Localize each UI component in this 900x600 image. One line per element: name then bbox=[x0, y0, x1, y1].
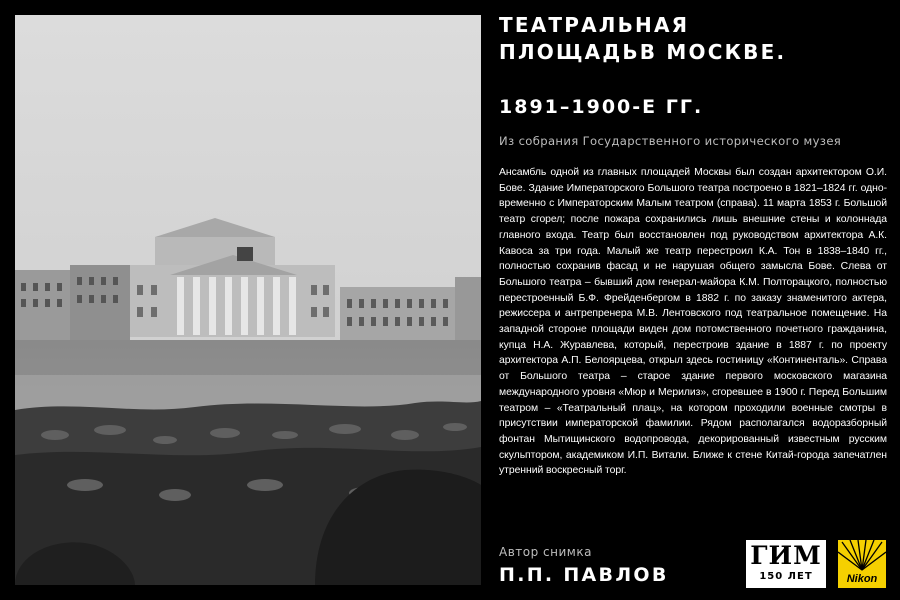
author-label: Автор снимка bbox=[499, 545, 592, 559]
date-range: 1891–1900-Е ГГ. bbox=[499, 96, 704, 118]
info-panel bbox=[499, 0, 887, 600]
collection-subtitle: Из собрания Государственного исторического музея bbox=[499, 134, 842, 148]
historical-photo bbox=[15, 15, 481, 585]
title-line-1: ТЕАТРАЛЬНАЯ bbox=[499, 13, 690, 37]
gim-logo bbox=[746, 540, 826, 588]
title-line-2: ПЛОЩАДЬВ МОСКВЕ. bbox=[499, 40, 787, 64]
gim-logo-subtext: 150 ЛЕТ bbox=[759, 571, 813, 582]
description-text: Ансамбль одной из главных площадей Москвы был создан архитектором О.И. Бове. Здание Императорского Большого театра построено в 1821–1824 гг. одно-временно с Императорским Малым театром (справа). 11 марта 1853 г. Большой театр сгорел; после пожара сохранились лишь внешние стены и колоннада главного входа. Театр был восстановлен под руководством архитектора А.К. Кавоса за три года. Малый же театр перестроил К.А. Тон в 1838–1840 гг., полностью сохранив фасад и не нарушая общего замысла Бове. Слева от Большого театра – бывший дом генерал-майора К.М. Полторацкого, полностью перестроенный Б.Ф. Фрейденбергом в 1882 г. по заказу знаменитого актера, режиссера и антрепренера М.В. Лентовского под театральное помещение. На западной стороне площади виден дом потомственного почетного гражданина, купца Н.А. Журавлева, который, перестроив здание в 1887 г. по проекту архитектора А.П. Белоярцева, открыл здесь гостиницу «Континенталь». Справа от Большого театра – старое здание первого московского магазина международного уровня «Мюр и Мерилиз», сгоревшее в 1900 г. Перед Большим театром – «Театральный плац», на котором проходили военные смотры в присутствии императорской фамилии. Рядом располагался водоразборный фонтан Мытищинского водопровода, декорированный известным русским скульптором, академиком И.П. Витали. Ближе к стене Китай-города запечатлен утренний воскресный торг. bbox=[499, 167, 887, 477]
page-title bbox=[499, 12, 887, 66]
author-name: П.П. ПАВЛОВ bbox=[499, 564, 669, 586]
gim-logo-text: ГИМ bbox=[750, 541, 822, 570]
nikon-logo bbox=[838, 540, 886, 588]
nikon-logo-text: Nikon bbox=[840, 573, 884, 585]
photo-illustration bbox=[15, 15, 481, 585]
